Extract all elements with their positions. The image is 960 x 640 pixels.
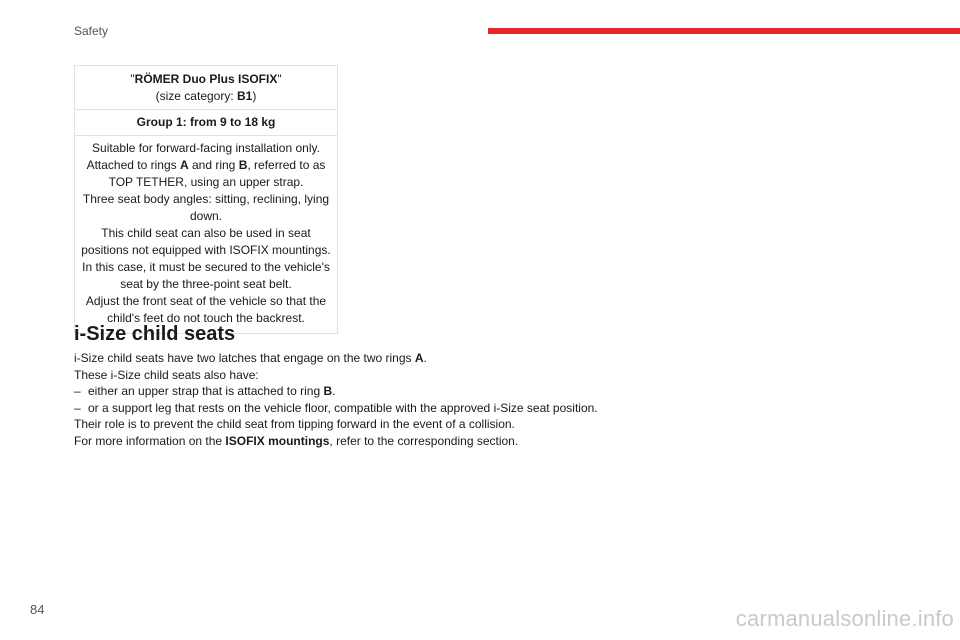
section-label: Safety (74, 24, 109, 38)
table-group-row (75, 110, 337, 136)
size-category-close: ) (252, 89, 257, 103)
quote-mark: " (277, 72, 282, 86)
isofix-mountings-reference: ISOFIX mountings (225, 433, 330, 448)
bullet-dash: – (74, 400, 81, 415)
section-heading: i-Size child seats (74, 323, 236, 345)
quote-mark: " (130, 72, 135, 86)
isize-body (74, 350, 774, 449)
table-description-row (75, 136, 337, 333)
text-run: i-Size child seats have two latches that engage on the two rings (74, 351, 415, 365)
text-run: , referred to as TOP TETHER, using an upper strap. (108, 158, 326, 189)
text-run: , refer to the corresponding section. (329, 433, 519, 448)
text-run: or a support leg that rests on the vehicle floor, compatible with the approved i-Size seat position. (88, 400, 598, 415)
bullet-support-leg (74, 400, 774, 417)
ring-label-a: A (179, 158, 189, 172)
ring-label-b: B (323, 384, 333, 398)
ring-label-a: A (414, 351, 424, 365)
seat-model-name (81, 71, 331, 88)
paragraph-also-have: These i-Size child seats also have: (74, 367, 259, 382)
bullet-upper-strap (74, 383, 774, 400)
text-run: . (332, 384, 336, 398)
size-category-label: (size category: (155, 89, 238, 103)
text-run: either an upper strap that is attached to ring (88, 384, 324, 398)
paragraph-latches (74, 350, 774, 367)
paragraph-role: Their role is to prevent the child seat from tipping forward in the event of a collision. (74, 417, 515, 431)
description-orientation: Suitable for forward-facing installation only. (92, 141, 320, 155)
ring-label-b: B (238, 158, 248, 172)
description-non-isofix: This child seat can also be used in seat positions not equipped with ISOFIX mountings. In this case, it must be secured to the vehicle's seat by the three-point seat belt. (81, 226, 331, 291)
page-number: 84 (30, 602, 45, 617)
weight-group: Group 1: from 9 to 18 kg (136, 115, 276, 129)
paragraph-more-info (74, 433, 774, 450)
description-angles: Three seat body angles: sitting, reclining, lying down. (82, 192, 330, 223)
bullet-dash: – (74, 384, 81, 398)
text-run: . (423, 351, 427, 365)
watermark: carmanualsonline.info (735, 606, 954, 631)
description-front-seat: Adjust the front seat of the vehicle so that the child's feet do not touch the backrest. (85, 294, 327, 325)
child-seat-table (74, 65, 338, 334)
accent-bar (488, 28, 960, 34)
table-header-row (75, 66, 337, 110)
text-run: Attached to rings (86, 158, 180, 172)
description-attachment (81, 157, 331, 191)
text-run: For more information on the (74, 433, 226, 448)
seat-model-title: RÖMER Duo Plus ISOFIX (134, 72, 278, 86)
text-run: and ring (188, 158, 239, 172)
size-category-value: B1 (237, 89, 253, 103)
size-category (81, 88, 331, 105)
